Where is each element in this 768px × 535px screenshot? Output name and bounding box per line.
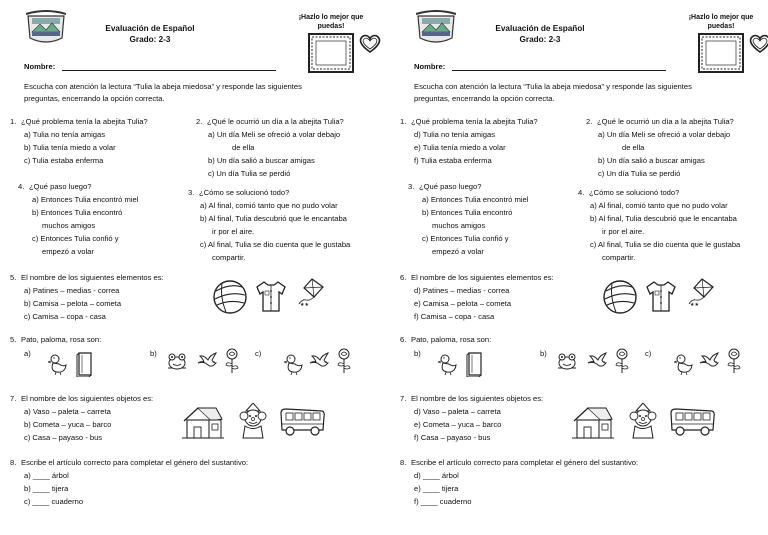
q4-option-2[interactable]: muchos amigos [432, 221, 486, 230]
name-label: Nombre: [24, 62, 56, 71]
q5b-number: 5. [10, 335, 17, 344]
q4-option-0[interactable]: a) Entonces Tulia encontró miel [32, 195, 139, 204]
q5-number: 6. [400, 273, 407, 282]
kite-icon [296, 277, 326, 307]
q8-option-1[interactable]: e) ____ tijera [414, 484, 459, 493]
q2-option-0[interactable]: a) Un día Meli se ofreció a volar debajo [598, 130, 731, 139]
q5-option-2[interactable]: c) Camisa – copa - casa [24, 312, 106, 321]
q4-option-4[interactable]: empezó a volar [42, 247, 94, 256]
bus-icon [668, 407, 716, 437]
q2-option-1[interactable]: de ella [232, 143, 255, 152]
duck-icon [674, 353, 694, 375]
ball-icon [212, 279, 248, 315]
q5b-question: Pato, paloma, rosa son: [21, 335, 102, 344]
q2-question: ¿Qué le ocurrió un día a la abejita Tulia? [207, 117, 344, 126]
motto-text: ¡Hazlo lo mejor que puedas! [298, 14, 364, 30]
q3-option-1[interactable]: b) Al final, Tulia descubrió que le encantaba [200, 214, 347, 223]
q1-number: 1. [400, 117, 407, 126]
q7-option-1[interactable]: e) Cometa – yuca – barco [414, 420, 502, 429]
q1-option-2[interactable]: c) Tulia estaba enferma [24, 156, 104, 165]
house-icon [182, 405, 224, 439]
q4-option-0[interactable]: a) Entonces Tulia encontró miel [422, 195, 529, 204]
name-field[interactable] [452, 70, 666, 71]
dove-icon [586, 351, 608, 371]
ball-icon [602, 279, 638, 315]
q4-option-4[interactable]: empezó a volar [432, 247, 484, 256]
shirt-icon [644, 279, 678, 313]
q3-number: 4. [578, 188, 585, 197]
frog-icon [556, 353, 578, 371]
q5b-label-b[interactable]: b) [150, 349, 157, 358]
q5b-question: Pato, paloma, rosa son: [411, 335, 492, 344]
kite-icon [686, 277, 716, 307]
q2-option-3[interactable]: c) Un día Tulia se perdió [208, 169, 291, 178]
dove-icon [308, 351, 330, 371]
rose-icon [224, 348, 240, 374]
school-logo-icon [416, 10, 456, 46]
q8-number: 8. [10, 458, 17, 467]
q3-option-3[interactable]: c) Al final, Tulia se dio cuenta que le gustaba [200, 240, 351, 249]
q4-question: ¿Qué paso luego? [419, 182, 482, 191]
q2-option-2[interactable]: b) Un día salió a buscar amigas [598, 156, 705, 165]
q5b-label-c[interactable]: c) [255, 349, 262, 358]
rose-icon [336, 348, 352, 374]
q3-option-0[interactable]: a) Al final, comió tanto que no pudo volar [200, 201, 338, 210]
q5-number: 5. [10, 273, 17, 282]
shirt-icon [254, 279, 288, 313]
q5-option-1[interactable]: e) Camisa – pelota – cometa [414, 299, 512, 308]
q5-option-0[interactable]: a) Patines – medias - correa [24, 286, 120, 295]
q8-option-1[interactable]: b) ____ tijera [24, 484, 69, 493]
instructions-line-1: Escucha con atención la lectura “Tulia la abeja miedosa” y responde las siguientes [24, 82, 302, 91]
q2-number: 2. [196, 117, 203, 126]
q4-option-3[interactable]: c) Entonces Tulia confió y [32, 234, 119, 243]
q7-number: 7. [10, 394, 17, 403]
q1-option-2[interactable]: f) Tulia estaba enferma [414, 156, 492, 165]
q2-number: 2. [586, 117, 593, 126]
instructions-line-2: preguntas, encerrando la opción correcta. [24, 94, 165, 103]
q8-option-0[interactable]: d) ____ árbol [414, 471, 459, 480]
q5b-label-a[interactable]: a) [24, 349, 31, 358]
q8-option-2[interactable]: c) ____ cuaderno [24, 497, 84, 506]
instructions-line-2: preguntas, encerrando la opción correcta. [414, 94, 555, 103]
q4-option-1[interactable]: b) Entonces Tulia encontró [422, 208, 513, 217]
duck-icon [284, 353, 304, 375]
instructions-line-1: Escucha con atención la lectura “Tulia la abeja miedosa” y responde las siguientes [414, 82, 692, 91]
clown-icon [236, 403, 270, 439]
q8-question: Escribe el artículo correcto para completar el género del sustantivo: [21, 458, 249, 467]
q1-question: ¿Qué problema tenía la abejita Tulia? [411, 117, 538, 126]
q3-option-2[interactable]: ir por el aire. [212, 227, 255, 236]
q7-option-2[interactable]: f) Casa – payaso - bus [414, 433, 491, 442]
q4-number: 3. [408, 182, 415, 191]
exam-title: Evaluación de Español [495, 24, 585, 33]
q7-option-0[interactable]: a) Vaso – paleta – carreta [24, 407, 111, 416]
book-icon [466, 351, 484, 377]
q4-number: 4. [18, 182, 25, 191]
book-icon [76, 351, 94, 377]
q3-option-1[interactable]: b) Al final, Tulia descubrió que le encantaba [590, 214, 737, 223]
duck-icon [438, 353, 458, 375]
exam-grade: Grado: 2-3 [129, 35, 171, 44]
q3-option-0[interactable]: a) Al final, comió tanto que no pudo volar [590, 201, 728, 210]
q5-option-1[interactable]: b) Camisa – pelota – cometa [24, 299, 122, 308]
q8-question: Escribe el artículo correcto para completar el género del sustantivo: [411, 458, 639, 467]
q5b-label-b[interactable]: b) [540, 349, 547, 358]
q5b-number: 6. [400, 335, 407, 344]
q8-option-2[interactable]: f) ____ cuaderno [414, 497, 472, 506]
q7-option-0[interactable]: d) Vaso – paleta – carreta [414, 407, 501, 416]
q3-option-3[interactable]: c) Al final, Tulia se dio cuenta que le gustaba [590, 240, 741, 249]
school-logo-icon [26, 10, 66, 46]
svg-text:★★: ★★ [300, 302, 309, 307]
q4-question: ¿Qué paso luego? [29, 182, 92, 191]
q5-question: El nombre de los siguientes elementos es: [411, 273, 554, 282]
name-label: Nombre: [414, 62, 446, 71]
q8-number: 8. [400, 458, 407, 467]
q3-option-4[interactable]: compartir. [602, 253, 636, 262]
clown-icon [626, 403, 660, 439]
q1-option-1[interactable]: e) Tulia tenía miedo a volar [414, 143, 506, 152]
q3-question: ¿Cómo se solucionó todo? [589, 188, 680, 197]
house-icon [572, 405, 614, 439]
q4-option-2[interactable]: muchos amigos [42, 221, 96, 230]
q1-number: 1. [10, 117, 17, 126]
q2-option-0[interactable]: a) Un día Meli se ofreció a volar debajo [208, 130, 341, 139]
q5-option-0[interactable]: d) Patines – medias - correa [414, 286, 510, 295]
q5-option-2[interactable]: f) Camisa – copa - casa [414, 312, 495, 321]
exam-grade: Grado: 2-3 [519, 35, 561, 44]
motto-text: ¡Hazlo lo mejor que puedas! [688, 14, 754, 30]
q7-option-2[interactable]: c) Casa – payaso - bus [24, 433, 103, 442]
picture-frame-icon [698, 33, 744, 73]
q1-question: ¿Qué problema tenía la abejita Tulia? [21, 117, 148, 126]
exam-title: Evaluación de Español [105, 24, 195, 33]
dove-icon [698, 351, 720, 371]
q7-question: El nombre de los siguientes objetos es: [411, 394, 544, 403]
q2-question: ¿Qué le ocurrió un día a la abejita Tulia? [597, 117, 734, 126]
name-field[interactable] [62, 70, 276, 71]
q4-option-3[interactable]: c) Entonces Tulia confió y [422, 234, 509, 243]
q7-option-1[interactable]: b) Cometa – yuca – barco [24, 420, 112, 429]
q2-option-1[interactable]: de ella [622, 143, 645, 152]
q2-option-2[interactable]: b) Un día salió a buscar amigas [208, 156, 315, 165]
dove-icon [196, 351, 218, 371]
q4-option-1[interactable]: b) Entonces Tulia encontró [32, 208, 123, 217]
exam-sheet-right [384, 0, 768, 535]
q5b-label-c[interactable]: c) [645, 349, 652, 358]
rose-icon [726, 348, 742, 374]
q1-option-1[interactable]: b) Tulia tenía miedo a volar [24, 143, 116, 152]
frog-icon [166, 353, 188, 371]
q3-number: 3. [188, 188, 195, 197]
q1-option-0[interactable]: a) Tulia no tenía amigas [24, 130, 106, 139]
q2-option-3[interactable]: c) Un día Tulia se perdió [598, 169, 681, 178]
heart-icon [358, 34, 382, 54]
q3-question: ¿Cómo se solucionó todo? [199, 188, 290, 197]
picture-frame-icon [308, 33, 354, 73]
q3-option-2[interactable]: ir por el aire. [602, 227, 645, 236]
duck-icon [48, 353, 68, 375]
q8-option-0[interactable]: a) ____ árbol [24, 471, 69, 480]
q1-option-0[interactable]: d) Tulia no tenía amigas [414, 130, 496, 139]
svg-text:★★: ★★ [690, 302, 699, 307]
q3-option-4[interactable]: compartir. [212, 253, 246, 262]
q5b-label-a[interactable]: b) [414, 349, 421, 358]
q5-question: El nombre de los siguientes elementos es: [21, 273, 164, 282]
q7-number: 7. [400, 394, 407, 403]
q7-question: El nombre de los siguientes objetos es: [21, 394, 154, 403]
bus-icon [278, 407, 326, 437]
rose-icon [614, 348, 630, 374]
heart-icon [748, 34, 768, 54]
